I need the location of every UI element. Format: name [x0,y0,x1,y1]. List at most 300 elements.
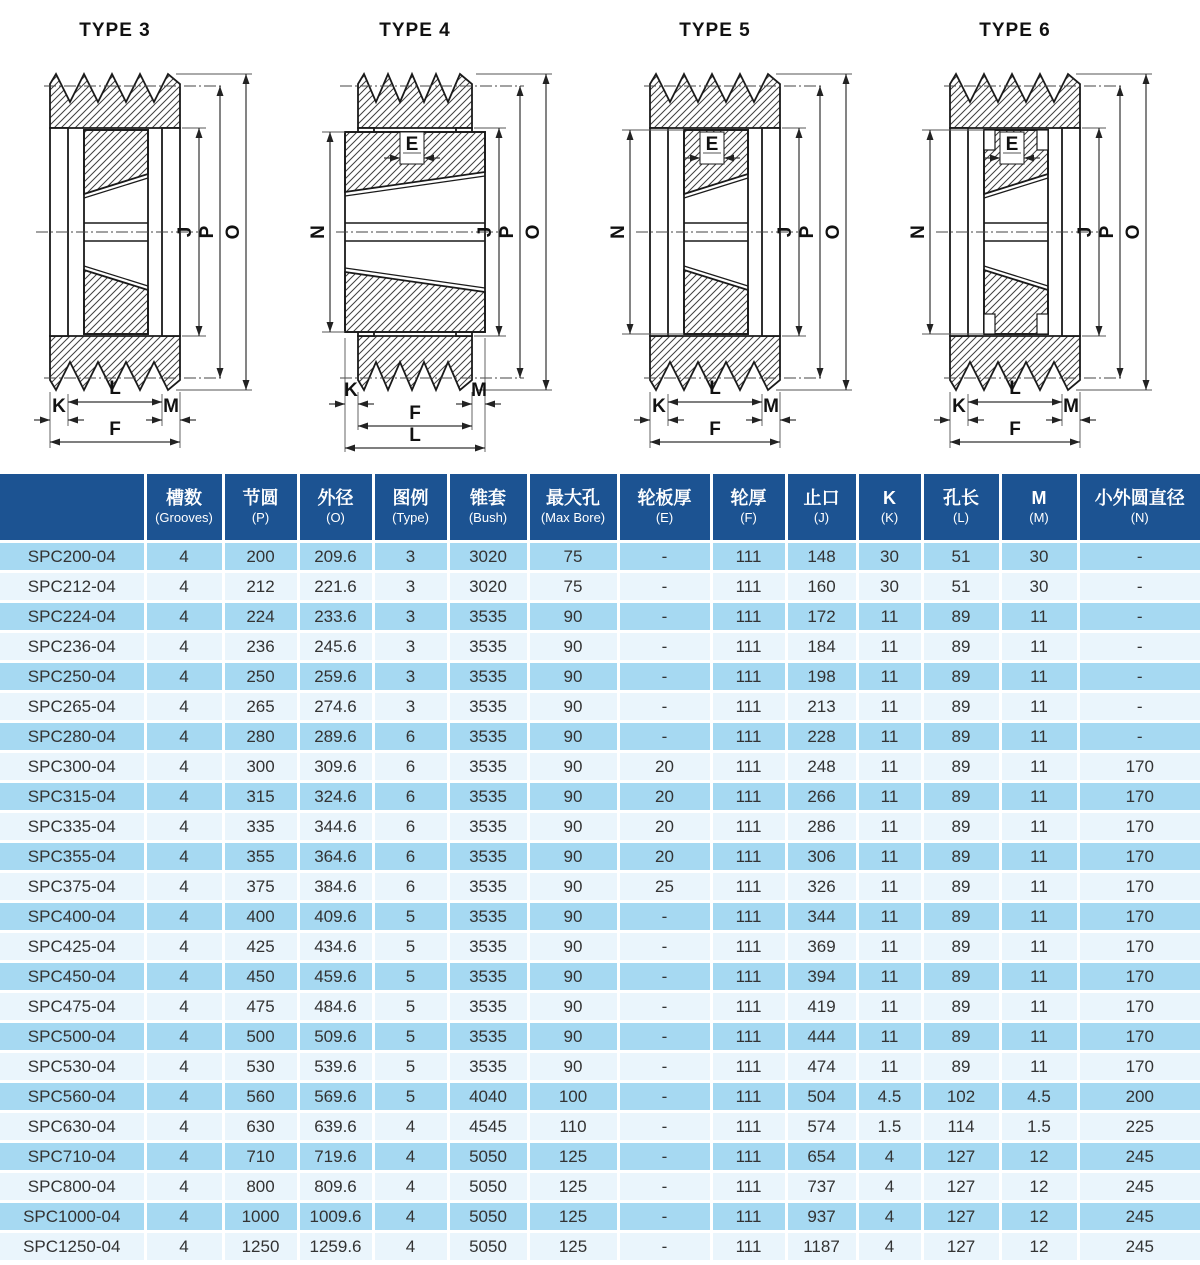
value-cell: 172 [786,602,857,632]
column-subtitle: (M) [1029,509,1049,525]
column-title: 槽数 [166,487,202,508]
table-row [0,542,1200,572]
value-cell: 4 [145,932,223,962]
value-cell: 111 [711,542,786,572]
value-cell: - [1078,632,1200,662]
dim-label-j: J [475,226,496,238]
value-cell: 11 [1000,992,1078,1022]
value-cell: - [618,1112,711,1142]
column-subtitle: (Type) [392,509,429,525]
value-cell: 11 [1000,602,1078,632]
value-cell: 12 [1000,1142,1078,1172]
value-cell: 90 [528,872,618,902]
value-cell: 100 [528,1082,618,1112]
value-cell: 89 [922,632,1000,662]
value-cell: 11 [1000,902,1078,932]
value-cell: 259.6 [298,662,373,692]
value-cell: 11 [1000,842,1078,872]
model-cell: SPC1250-04 [0,1232,145,1262]
dim-label-f: F [109,419,121,440]
value-cell: 3535 [448,932,528,962]
dim-label-n: N [308,225,329,239]
value-cell: 450 [223,962,298,992]
value-cell: 4 [145,992,223,1022]
value-cell: 1250 [223,1232,298,1262]
value-cell: 228 [786,722,857,752]
dim-label-k: K [52,396,66,417]
column-header [618,474,711,542]
column-subtitle: (Bush) [468,509,508,525]
value-cell: 20 [618,812,711,842]
value-cell: 111 [711,602,786,632]
dim-label-e: E [405,134,419,155]
value-cell: 4 [373,1172,448,1202]
header-row [0,474,1200,542]
spec-table [0,474,1200,1263]
value-cell: 5 [373,902,448,932]
value-cell: - [618,932,711,962]
value-cell: 4 [857,1172,922,1202]
dim-label-n: N [608,225,629,239]
value-cell: 127 [922,1172,1000,1202]
dim-label-o: O [223,224,244,240]
value-cell: 125 [528,1172,618,1202]
value-cell: 90 [528,782,618,812]
value-cell: 3535 [448,722,528,752]
value-cell: 89 [922,1022,1000,1052]
column-title: 最大孔 [546,487,600,508]
table-row [0,932,1200,962]
value-cell: - [1078,692,1200,722]
value-cell: 324.6 [298,782,373,812]
value-cell: 89 [922,932,1000,962]
column-header [223,474,298,542]
value-cell: 111 [711,752,786,782]
value-cell: 90 [528,962,618,992]
value-cell: 1187 [786,1232,857,1262]
dim-label-m: M [471,380,487,401]
value-cell: 20 [618,752,711,782]
value-cell: 6 [373,722,448,752]
dim-label-f: F [409,403,421,424]
value-cell: 245 [1078,1232,1200,1262]
value-cell: 125 [528,1202,618,1232]
value-cell: 509.6 [298,1022,373,1052]
dim-label-o: O [823,224,844,240]
value-cell: 89 [922,1052,1000,1082]
dim-label-o: O [523,224,544,240]
table-row [0,662,1200,692]
value-cell: 504 [786,1082,857,1112]
model-cell: SPC250-04 [0,662,145,692]
value-cell: 89 [922,962,1000,992]
value-cell: 265 [223,692,298,722]
dim-label-e: E [1005,134,1019,155]
value-cell: 111 [711,1232,786,1262]
value-cell: 111 [711,662,786,692]
value-cell: 245 [1078,1172,1200,1202]
table-row [0,992,1200,1022]
value-cell: 170 [1078,992,1200,1022]
value-cell: 125 [528,1142,618,1172]
column-header [786,474,857,542]
value-cell: 4 [373,1202,448,1232]
value-cell: 4 [145,1172,223,1202]
value-cell: 111 [711,1112,786,1142]
dim-label-m: M [163,396,179,417]
value-cell: 90 [528,692,618,722]
value-cell: 3535 [448,902,528,932]
table-row [0,722,1200,752]
value-cell: 20 [618,782,711,812]
value-cell: 6 [373,842,448,872]
value-cell: 484.6 [298,992,373,1022]
value-cell: 12 [1000,1172,1078,1202]
value-cell: 111 [711,1142,786,1172]
value-cell: 3 [373,662,448,692]
value-cell: 114 [922,1112,1000,1142]
model-cell: SPC630-04 [0,1112,145,1142]
value-cell: 1.5 [1000,1112,1078,1142]
model-cell: SPC375-04 [0,872,145,902]
table-row [0,1142,1200,1172]
value-cell: 148 [786,542,857,572]
table-row [0,602,1200,632]
value-cell: 51 [922,542,1000,572]
value-cell: 444 [786,1022,857,1052]
value-cell: 3535 [448,812,528,842]
dim-label-k: K [952,396,966,417]
column-header [373,474,448,542]
table-row [0,1052,1200,1082]
value-cell: 4 [145,602,223,632]
column-title: 节圆 [242,487,279,508]
table-row [0,572,1200,602]
value-cell: 6 [373,782,448,812]
column-title: M [1031,487,1047,508]
dim-label-l: L [1009,378,1021,399]
value-cell: 224 [223,602,298,632]
value-cell: 11 [857,692,922,722]
dim-label-f: F [709,419,721,440]
value-cell: 89 [922,812,1000,842]
model-cell: SPC475-04 [0,992,145,1022]
value-cell: 315 [223,782,298,812]
value-cell: 11 [857,722,922,752]
value-cell: 369 [786,932,857,962]
value-cell: 4 [145,1052,223,1082]
value-cell: 474 [786,1052,857,1082]
column-subtitle: (Max Bore) [540,509,606,525]
dim-label-k: K [652,396,666,417]
value-cell: 236 [223,632,298,662]
value-cell: 170 [1078,932,1200,962]
value-cell: 1009.6 [298,1202,373,1232]
value-cell: 3535 [448,1022,528,1052]
value-cell: 4 [145,632,223,662]
value-cell: 3535 [448,782,528,812]
value-cell: 89 [922,842,1000,872]
value-cell: 12 [1000,1232,1078,1262]
value-cell: 459.6 [298,962,373,992]
value-cell: 11 [857,842,922,872]
value-cell: 5 [373,1022,448,1052]
value-cell: 111 [711,1082,786,1112]
model-cell: SPC355-04 [0,842,145,872]
value-cell: 1259.6 [298,1232,373,1262]
value-cell: 11 [857,812,922,842]
column-subtitle: (O) [326,509,345,525]
value-cell: 3535 [448,872,528,902]
value-cell: 530 [223,1052,298,1082]
model-cell: SPC500-04 [0,1022,145,1052]
value-cell: 245 [1078,1202,1200,1232]
value-cell: 111 [711,1052,786,1082]
value-cell: 719.6 [298,1142,373,1172]
value-cell: 11 [1000,722,1078,752]
value-cell: 5 [373,1052,448,1082]
value-cell: 11 [1000,782,1078,812]
dim-label-e: E [705,134,719,155]
dim-label-p: P [1097,225,1118,239]
value-cell: 4 [145,902,223,932]
value-cell: - [618,1082,711,1112]
value-cell: 630 [223,1112,298,1142]
value-cell: 111 [711,632,786,662]
value-cell: 90 [528,632,618,662]
value-cell: 90 [528,662,618,692]
value-cell: 11 [857,782,922,812]
value-cell: 89 [922,662,1000,692]
dim-label-p: P [797,225,818,239]
value-cell: 11 [857,902,922,932]
drawing-title: TYPE 3 [79,20,151,41]
value-cell: 1.5 [857,1112,922,1142]
table-row [0,782,1200,812]
table-row [0,842,1200,872]
value-cell: 3535 [448,662,528,692]
value-cell: 4 [145,572,223,602]
value-cell: - [1078,722,1200,752]
value-cell: 25 [618,872,711,902]
value-cell: 11 [857,1022,922,1052]
value-cell: - [1078,572,1200,602]
value-cell: 89 [922,752,1000,782]
value-cell: - [1078,662,1200,692]
value-cell: 30 [1000,542,1078,572]
value-cell: 3 [373,602,448,632]
value-cell: 3 [373,632,448,662]
value-cell: 111 [711,1202,786,1232]
value-cell: 3535 [448,1052,528,1082]
column-header [0,474,145,542]
value-cell: 75 [528,542,618,572]
value-cell: 30 [857,572,922,602]
dim-label-p: P [197,225,218,239]
value-cell: 110 [528,1112,618,1142]
dim-label-j: J [175,226,196,238]
column-subtitle: (E) [655,509,674,525]
value-cell: 125 [528,1232,618,1262]
column-header [857,474,922,542]
value-cell: 4 [145,842,223,872]
value-cell: 212 [223,572,298,602]
model-cell: SPC200-04 [0,542,145,572]
value-cell: 111 [711,782,786,812]
table-row [0,902,1200,932]
value-cell: 4 [145,782,223,812]
drawing-title: TYPE 4 [379,20,451,41]
value-cell: - [618,1142,711,1172]
value-cell: 245 [1078,1142,1200,1172]
value-cell: 51 [922,572,1000,602]
value-cell: 90 [528,902,618,932]
value-cell: 111 [711,692,786,722]
value-cell: 4.5 [857,1082,922,1112]
table-row [0,1082,1200,1112]
model-cell: SPC335-04 [0,812,145,842]
value-cell: 221.6 [298,572,373,602]
value-cell: - [618,1232,711,1262]
value-cell: 90 [528,1022,618,1052]
column-title: 止口 [803,487,840,508]
dim-label-p: P [497,225,518,239]
model-cell: SPC1000-04 [0,1202,145,1232]
value-cell: 5 [373,1082,448,1112]
value-cell: - [618,992,711,1022]
value-cell: 574 [786,1112,857,1142]
value-cell: 11 [1000,962,1078,992]
value-cell: 3535 [448,752,528,782]
value-cell: 89 [922,992,1000,1022]
value-cell: 5 [373,962,448,992]
value-cell: 170 [1078,782,1200,812]
value-cell: 11 [1000,632,1078,662]
value-cell: 4 [145,962,223,992]
dim-label-f: F [1009,419,1021,440]
value-cell: 560 [223,1082,298,1112]
model-cell: SPC560-04 [0,1082,145,1112]
value-cell: 20 [618,842,711,872]
column-header [922,474,1000,542]
value-cell: 5050 [448,1232,528,1262]
value-cell: 5050 [448,1142,528,1172]
value-cell: 75 [528,572,618,602]
dim-label-l: L [109,378,121,399]
value-cell: 90 [528,842,618,872]
value-cell: 3535 [448,602,528,632]
value-cell: 639.6 [298,1112,373,1142]
value-cell: 3020 [448,542,528,572]
value-cell: - [618,632,711,662]
value-cell: 4 [145,662,223,692]
value-cell: - [1078,542,1200,572]
table-row [0,692,1200,722]
value-cell: 30 [1000,572,1078,602]
value-cell: 280 [223,722,298,752]
value-cell: 127 [922,1142,1000,1172]
value-cell: 89 [922,872,1000,902]
value-cell: 937 [786,1202,857,1232]
column-title: 锥套 [470,487,506,508]
column-header [448,474,528,542]
value-cell: 170 [1078,812,1200,842]
value-cell: 4 [145,872,223,902]
pulley-drawing-type-4 [300,0,600,474]
model-cell: SPC710-04 [0,1142,145,1172]
model-cell: SPC212-04 [0,572,145,602]
column-title: 小外圆直径 [1094,487,1185,508]
value-cell: 4 [145,542,223,572]
value-cell: 89 [922,602,1000,632]
value-cell: 170 [1078,752,1200,782]
value-cell: 250 [223,662,298,692]
value-cell: 184 [786,632,857,662]
pulley-drawing-type-5 [600,0,900,474]
value-cell: 500 [223,1022,298,1052]
drawing-title: TYPE 5 [679,20,751,41]
dim-label-j: J [1075,226,1096,238]
column-subtitle: (L) [953,509,969,525]
model-cell: SPC300-04 [0,752,145,782]
value-cell: 11 [857,992,922,1022]
table-row [0,1022,1200,1052]
value-cell: 3535 [448,632,528,662]
column-header [145,474,223,542]
value-cell: 90 [528,722,618,752]
value-cell: - [618,1052,711,1082]
value-cell: 127 [922,1202,1000,1232]
model-cell: SPC530-04 [0,1052,145,1082]
model-cell: SPC280-04 [0,722,145,752]
value-cell: 5 [373,932,448,962]
value-cell: 539.6 [298,1052,373,1082]
drawings-row [0,0,1200,474]
value-cell: 4 [857,1202,922,1232]
value-cell: - [618,1022,711,1052]
value-cell: 1000 [223,1202,298,1232]
model-cell: SPC425-04 [0,932,145,962]
value-cell: 4 [857,1232,922,1262]
value-cell: 11 [857,752,922,782]
value-cell: 5 [373,992,448,1022]
value-cell: 89 [922,722,1000,752]
value-cell: 111 [711,842,786,872]
table-row [0,1112,1200,1142]
value-cell: 326 [786,872,857,902]
value-cell: 419 [786,992,857,1022]
value-cell: 4 [373,1112,448,1142]
value-cell: 111 [711,812,786,842]
value-cell: 809.6 [298,1172,373,1202]
value-cell: 3535 [448,962,528,992]
dim-label-l: L [709,378,721,399]
column-header [1000,474,1078,542]
value-cell: 170 [1078,1022,1200,1052]
column-subtitle: (P) [251,509,270,525]
value-cell: 344 [786,902,857,932]
dim-label-m: M [1063,396,1079,417]
spec-table-body [0,542,1200,1262]
value-cell: 4 [145,812,223,842]
value-cell: 11 [1000,872,1078,902]
value-cell: 4 [145,1112,223,1142]
value-cell: 3 [373,542,448,572]
value-cell: 289.6 [298,722,373,752]
value-cell: 111 [711,722,786,752]
pulley-drawing-type-6 [900,0,1200,474]
value-cell: 4 [145,1082,223,1112]
